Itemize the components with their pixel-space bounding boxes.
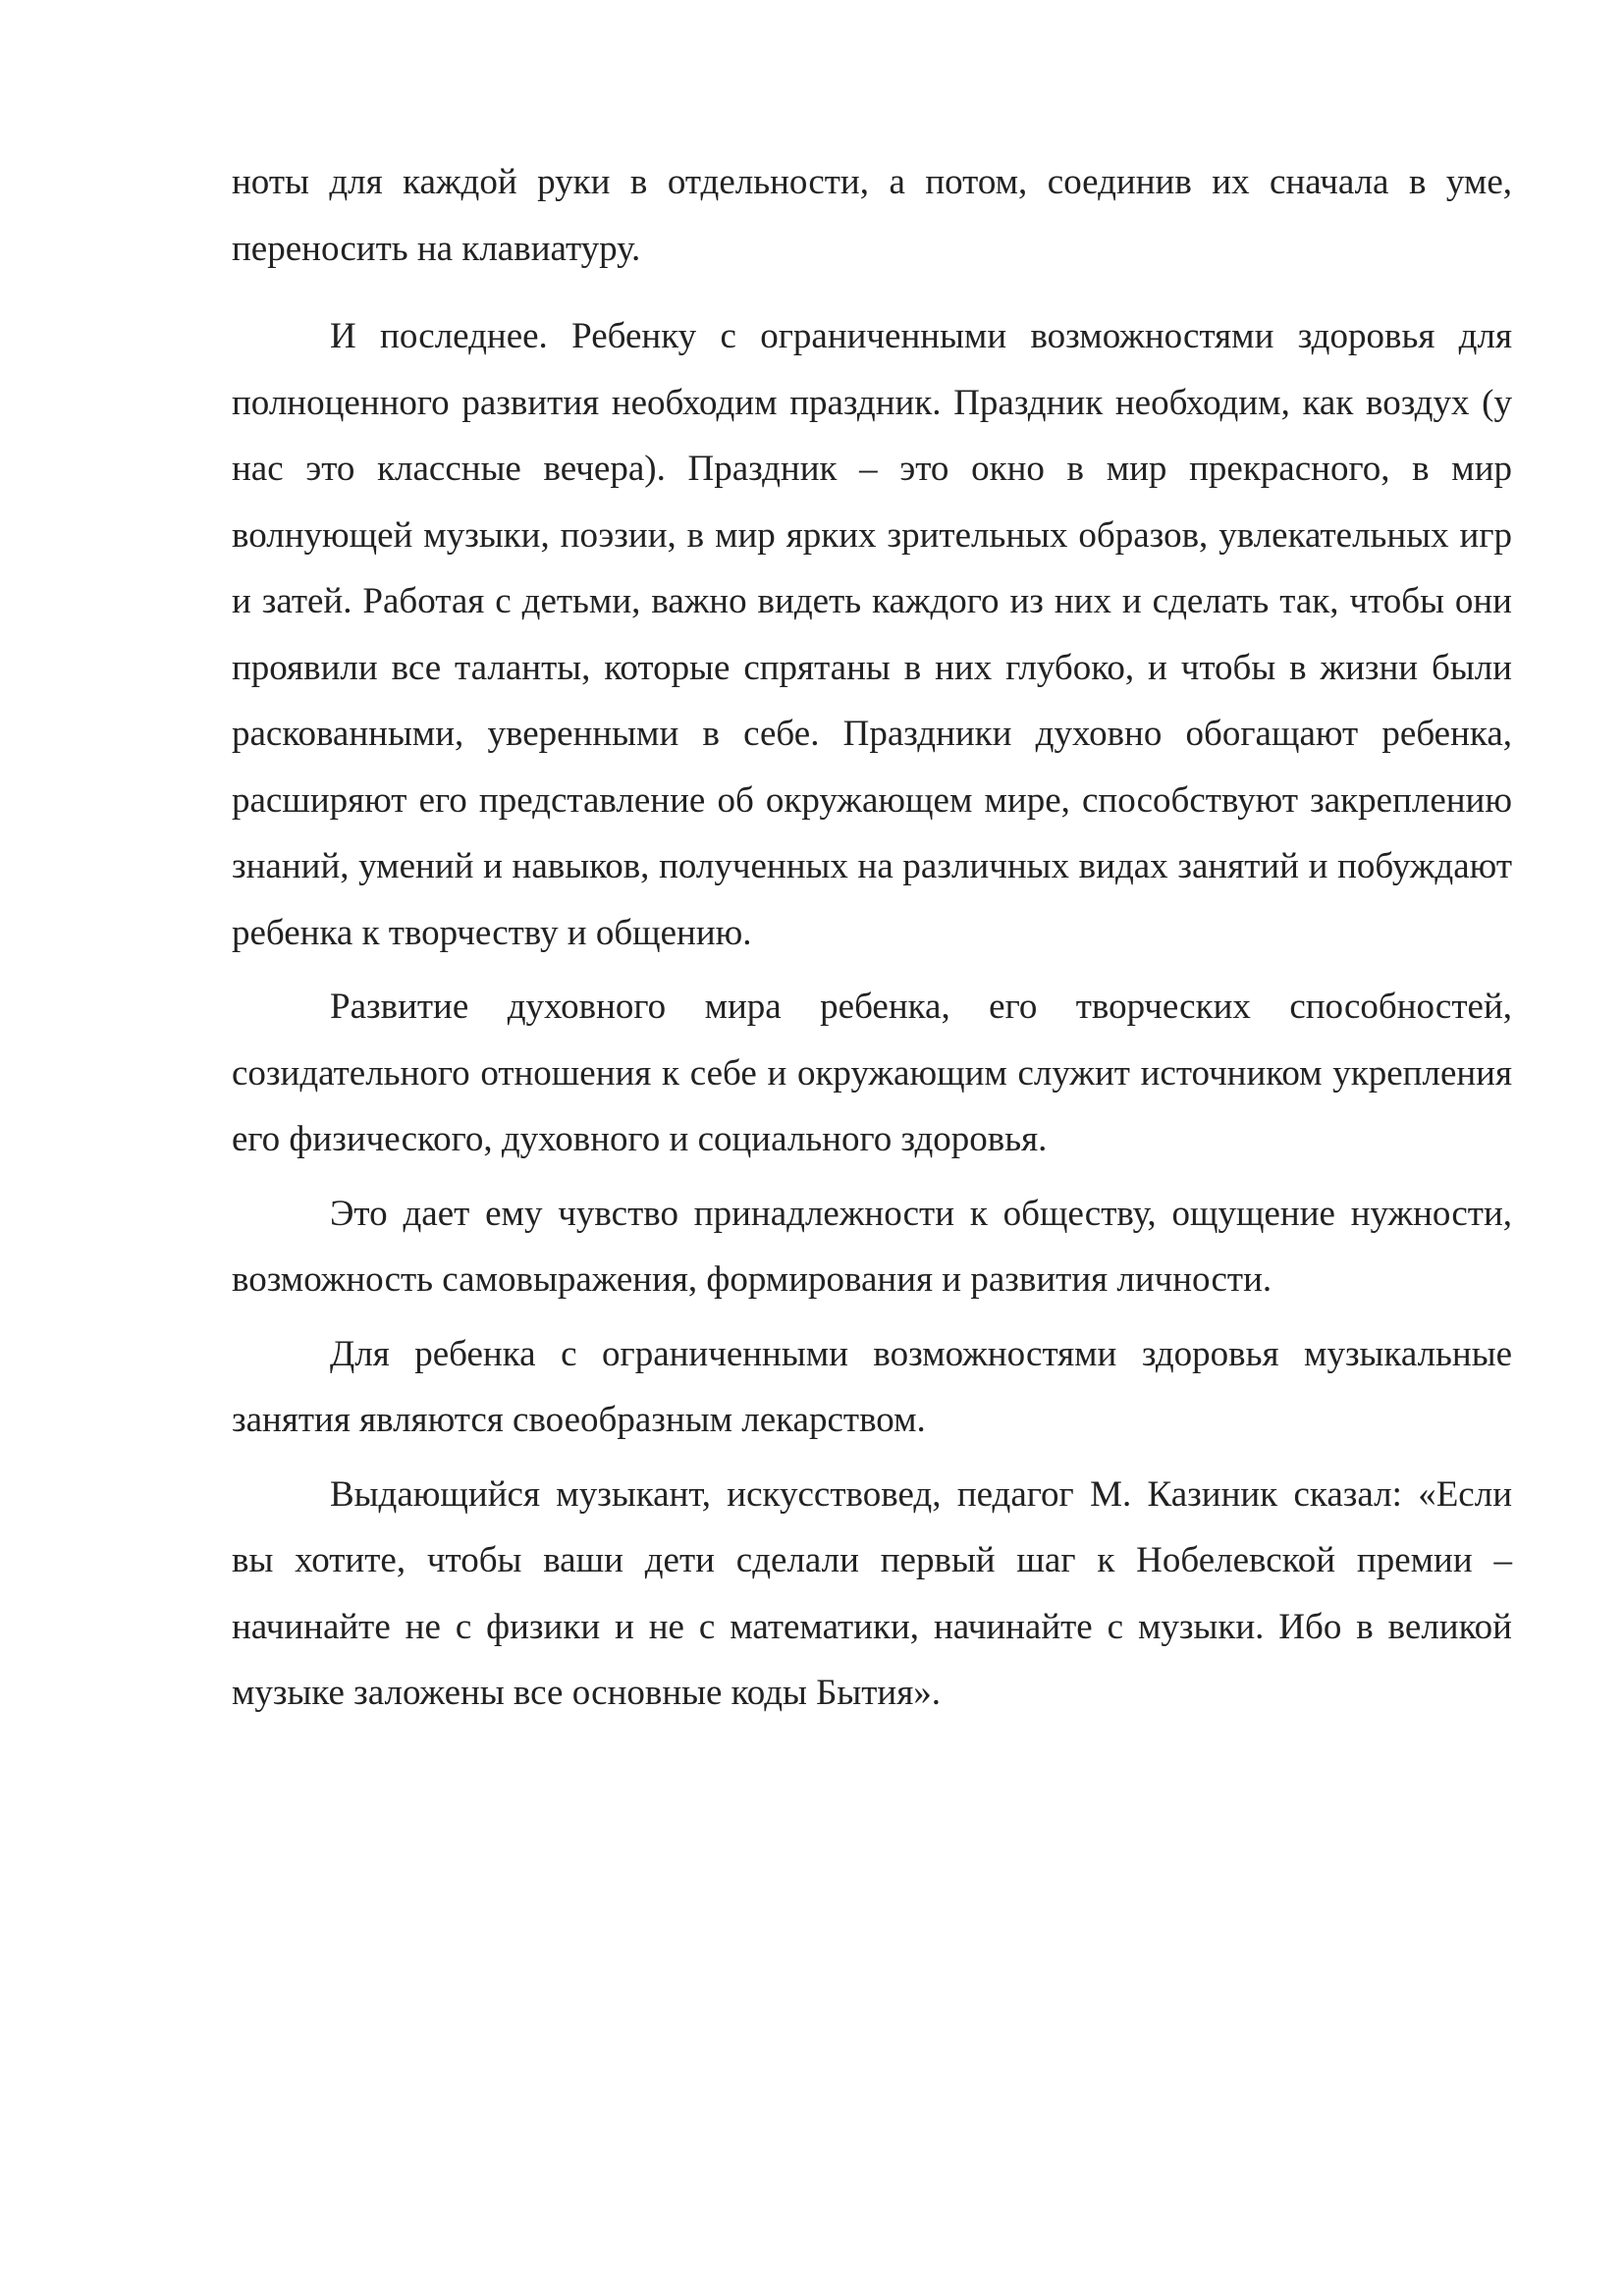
paragraph-holiday: И последнее. Ребенку с ограниченными возможностями здоровья для полноценного развития необходим праздник. Праздник необходим, как воздух (у нас это классные вечера). Праздник – это окно в мир прекрасного, в мир волнующей музыки, поэзии, в мир ярких зрительных образов, увлекательных игр и затей. Работая с детьми, важно видеть каждого из них и сделать так, чтобы они проявили все таланты, которые спрятаны в них глубоко, и чтобы в жизни были раскованными, уверенными в себе. Праздники духовно обогащают ребенка, расширяют его представление об окружающем мире, способствуют закреплению знаний, умений и навыков, полученных на различных видах занятий и побуждают ребенка к творчеству и общению. [232,316,1512,953]
paragraph-music-medicine: Для ребенка с ограниченными возможностями здоровья музыкальные занятия являются своеобразным лекарством. [232,1333,1512,1440]
document-body [232,149,1512,1727]
paragraph-continuation: ноты для каждой руки в отдельности, а потом, соединив их сначала в уме, переносить на клавиатуру. [232,162,1512,269]
paragraph-spiritual-development: Развитие духовного мира ребенка, его творческих способностей, созидательного отношения к себе и окружающим служит источником укрепления его физического, духовного и социального здоровья. [232,987,1512,1159]
paragraph-kazinik-quote: Выдающийся музыкант, искусствовед, педагог М. Казиник сказал: «Если вы хотите, чтобы ваши дети сделали первый шаг к Нобелевской премии – начинайте не с физики и не с математики, начинайте с музыки. Ибо в великой музыке заложены все основные коды Бытия». [232,1473,1512,1713]
paragraph-belonging: Это дает ему чувство принадлежности к обществу, ощущение нужности, возможность самовыражения, формирования и развития личности. [232,1193,1512,1300]
